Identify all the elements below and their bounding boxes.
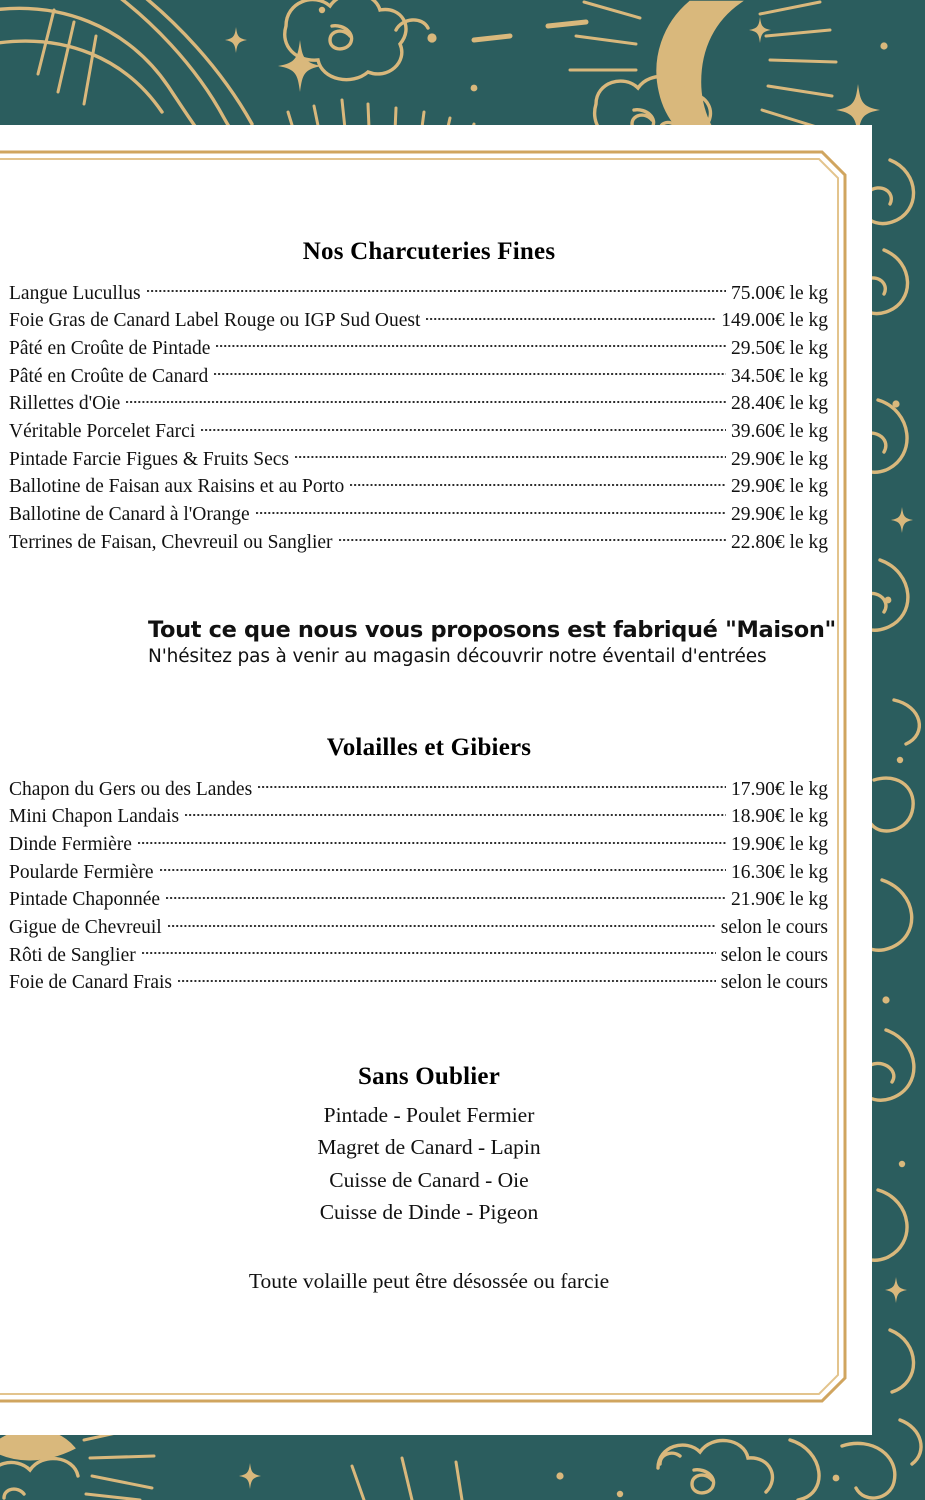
menu-item-name: Pintade Farcie Figues & Fruits Secs <box>9 448 290 470</box>
menu-item-name: Dinde Fermière <box>9 833 132 855</box>
menu-item-name: Terrines de Faisan, Chevreuil ou Sanglier <box>9 531 333 553</box>
sans-oublier-line: Pintade - Poulet Fermier <box>323 1102 535 1127</box>
dotted-leader <box>147 279 726 299</box>
menu-item-row <box>0 390 858 418</box>
dotted-leader <box>339 528 726 548</box>
sans-oublier-list <box>0 1099 858 1229</box>
dotted-leader <box>166 886 726 906</box>
menu-card <box>0 125 872 1435</box>
menu-item-row <box>0 803 858 831</box>
menu-item-price: 19.90€ le kg <box>731 833 828 855</box>
sans-oublier-line: Cuisse de Dinde - Pigeon <box>319 1200 539 1225</box>
dotted-leader <box>214 362 726 382</box>
menu-item-row <box>0 886 858 914</box>
menu-item-name: Langue Lucullus <box>9 282 141 304</box>
sans-oublier-line: Cuisse de Canard - Oie <box>329 1167 529 1192</box>
menu-item-name: Ballotine de Canard à l'Orange <box>9 504 250 526</box>
menu-item-price: 18.90€ le kg <box>731 806 828 828</box>
menu-item-name: Mini Chapon Landais <box>9 806 180 828</box>
menu-item-price: 29.90€ le kg <box>731 504 828 526</box>
menu-item-row <box>0 501 858 529</box>
menu-item-name: Pâté en Croûte de Canard <box>9 365 209 387</box>
menu-item-row <box>0 418 858 446</box>
menu-item-price: 34.50€ le kg <box>731 365 828 387</box>
menu-item-row <box>0 969 858 997</box>
dotted-leader <box>295 445 726 465</box>
dotted-leader <box>350 473 726 493</box>
menu-item-price: 75.00€ le kg <box>731 282 828 304</box>
menu-item-price: 29.50€ le kg <box>731 337 828 359</box>
menu-content <box>0 125 858 1435</box>
menu-item-name: Véritable Porcelet Farci <box>9 421 196 443</box>
menu-item-row <box>0 775 858 803</box>
dotted-leader <box>178 969 716 989</box>
menu-item-price: 28.40€ le kg <box>731 393 828 415</box>
menu-item-name: Pintade Chaponnée <box>9 889 161 911</box>
menu-item-price: selon le cours <box>720 917 828 939</box>
menu-item-row <box>0 528 858 556</box>
menu-item-price: 21.90€ le kg <box>731 889 828 911</box>
dotted-leader <box>201 418 726 438</box>
section-heading-volailles: Volailles et Gibiers <box>326 734 532 762</box>
menu-item-name: Gigue de Chevreuil <box>9 917 162 939</box>
menu-item-row <box>0 307 858 335</box>
maison-note-subline: N'hésitez pas à venir au magasin découvrir notre éventail d'entrées <box>148 646 767 668</box>
menu-item-name: Ballotine de Faisan aux Raisins et au Porto <box>9 476 345 498</box>
price-list-charcuteries <box>0 279 858 556</box>
menu-item-row <box>0 445 858 473</box>
menu-item-name: Foie Gras de Canard Label Rouge ou IGP Sud Ouest <box>9 310 421 332</box>
dotted-leader <box>185 803 726 823</box>
dotted-leader <box>426 307 716 327</box>
dotted-leader <box>258 775 726 795</box>
dotted-leader <box>138 830 726 850</box>
menu-item-row <box>0 830 858 858</box>
dotted-leader <box>142 941 716 961</box>
menu-item-row <box>0 914 858 942</box>
dotted-leader <box>126 390 726 410</box>
dotted-leader <box>256 501 726 521</box>
maison-note <box>0 616 858 670</box>
menu-item-price: 17.90€ le kg <box>731 778 828 800</box>
menu-item-row <box>0 858 858 886</box>
menu-item-name: Pâté en Croûte de Pintade <box>9 337 211 359</box>
section-heading-charcuteries: Nos Charcuteries Fines <box>302 238 556 265</box>
menu-item-name: Foie de Canard Frais <box>9 972 173 994</box>
menu-item-price: 149.00€ le kg <box>721 310 828 332</box>
menu-item-row <box>0 941 858 969</box>
section-heading-sans-oublier: Sans Oublier <box>357 1062 501 1090</box>
price-list-volailles <box>0 775 858 997</box>
menu-item-price: 16.30€ le kg <box>731 861 828 883</box>
menu-item-row <box>0 473 858 501</box>
menu-item-name: Rillettes d'Oie <box>9 393 121 415</box>
menu-item-name: Poularde Fermière <box>9 861 154 883</box>
menu-item-price: 29.90€ le kg <box>731 448 828 470</box>
dotted-leader <box>160 858 726 878</box>
menu-item-row <box>0 362 858 390</box>
menu-item-price: selon le cours <box>720 944 828 966</box>
menu-item-price: 39.60€ le kg <box>731 421 828 443</box>
menu-item-row <box>0 279 858 307</box>
dotted-leader <box>216 334 726 354</box>
menu-item-row <box>0 334 858 362</box>
sans-oublier-line: Magret de Canard - Lapin <box>317 1135 541 1160</box>
dotted-leader <box>168 914 716 934</box>
menu-item-price: 22.80€ le kg <box>731 531 828 553</box>
maison-note-headline: Tout ce que nous vous proposons est fabriqué "Maison" <box>148 617 836 644</box>
menu-item-price: selon le cours <box>720 972 828 994</box>
menu-item-name: Rôti de Sanglier <box>9 944 136 966</box>
closing-note: Toute volaille peut être désossée ou farcie <box>248 1268 610 1293</box>
menu-item-price: 29.90€ le kg <box>731 476 828 498</box>
menu-item-name: Chapon du Gers ou des Landes <box>9 778 253 800</box>
